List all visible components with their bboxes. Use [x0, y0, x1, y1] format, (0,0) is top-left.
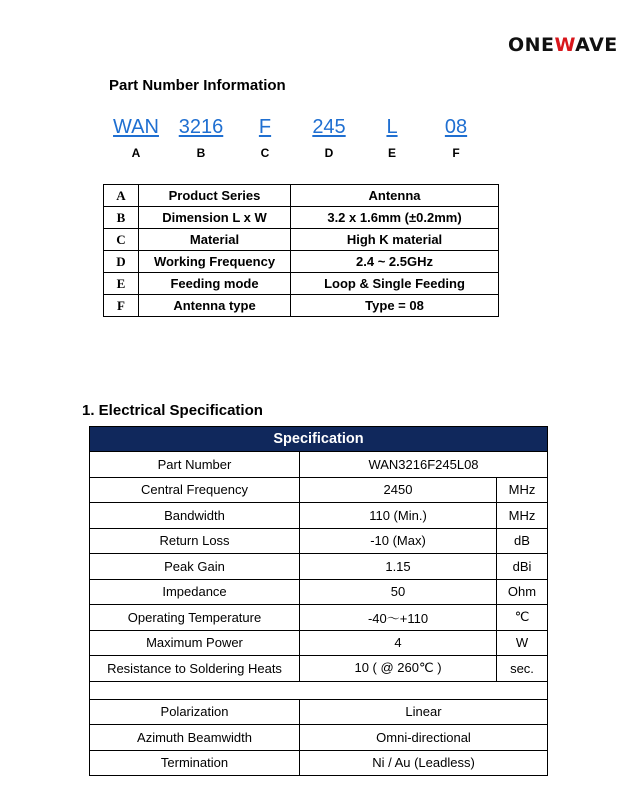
row-key: C — [104, 229, 139, 251]
code-letter: F — [452, 146, 460, 160]
part-number-table — [103, 184, 499, 317]
row-name: Feeding mode — [139, 273, 291, 295]
table-row — [104, 273, 499, 295]
table-row — [90, 750, 548, 776]
table-row — [90, 605, 548, 631]
row-key: E — [104, 273, 139, 295]
onewave-logo — [508, 34, 618, 56]
table-row — [90, 579, 548, 605]
table-row — [104, 295, 499, 317]
spec-unit: sec. — [497, 656, 548, 682]
table-row — [90, 477, 548, 503]
spec-value: Ni / Au (Leadless) — [300, 750, 548, 776]
row-key: F — [104, 295, 139, 317]
row-value: High K material — [291, 229, 499, 251]
section-title: 1. Electrical Specification — [82, 402, 263, 419]
code-segment: 08 — [444, 116, 468, 138]
code-letter: E — [387, 146, 397, 160]
code-segment: L — [386, 116, 398, 138]
specification-table — [89, 426, 548, 776]
part-number-title: Part Number Information — [109, 77, 286, 94]
table-row — [104, 251, 499, 273]
table-row — [90, 554, 548, 580]
code-letter: D — [324, 146, 334, 160]
row-value: Antenna — [291, 185, 499, 207]
spacer-cell — [90, 681, 548, 699]
spec-param: Bandwidth — [90, 503, 300, 529]
spacer-row — [90, 681, 548, 699]
row-key: B — [104, 207, 139, 229]
spec-unit: MHz — [497, 477, 548, 503]
row-value: Type = 08 — [291, 295, 499, 317]
row-name: Antenna type — [139, 295, 291, 317]
table-row — [104, 229, 499, 251]
spec-header: Specification — [90, 427, 548, 452]
row-name: Dimension L x W — [139, 207, 291, 229]
code-letter: C — [260, 146, 270, 160]
table-row — [90, 699, 548, 725]
code-letter: B — [196, 146, 206, 160]
spec-unit: dB — [497, 528, 548, 554]
table-row — [90, 503, 548, 529]
code-segment: 3216 — [178, 116, 224, 138]
table-row — [90, 725, 548, 751]
table-row — [90, 528, 548, 554]
spec-value: -10 (Max) — [300, 528, 497, 554]
row-key: A — [104, 185, 139, 207]
spec-param: Termination — [90, 750, 300, 776]
spec-param: Operating Temperature — [90, 605, 300, 631]
row-value: 3.2 x 1.6mm (±0.2mm) — [291, 207, 499, 229]
spec-unit: dBi — [497, 554, 548, 580]
code-segment: 245 — [312, 116, 346, 138]
spec-param: Impedance — [90, 579, 300, 605]
spec-param: Part Number — [90, 452, 300, 478]
logo-text-ave: AVE — [575, 34, 618, 56]
spec-header-row — [90, 427, 548, 452]
spec-value: 1.15 — [300, 554, 497, 580]
spec-unit: ℃ — [497, 605, 548, 631]
spec-param: Polarization — [90, 699, 300, 725]
row-name: Product Series — [139, 185, 291, 207]
spec-param: Resistance to Soldering Heats — [90, 656, 300, 682]
table-row — [90, 452, 548, 478]
code-segment: F — [258, 116, 272, 138]
spec-value: Linear — [300, 699, 548, 725]
spec-param: Maximum Power — [90, 630, 300, 656]
code-letter: A — [131, 146, 141, 160]
table-row — [104, 207, 499, 229]
spec-param: Central Frequency — [90, 477, 300, 503]
logo-text-one: ONE — [508, 34, 555, 56]
spec-unit: Ohm — [497, 579, 548, 605]
logo-text-w: W — [554, 34, 576, 56]
spec-value: 2450 — [300, 477, 497, 503]
spec-value: 4 — [300, 630, 497, 656]
row-value: Loop & Single Feeding — [291, 273, 499, 295]
spec-value: 10 ( @ 260℃ ) — [300, 656, 497, 682]
spec-param: Return Loss — [90, 528, 300, 554]
spec-param: Azimuth Beamwidth — [90, 725, 300, 751]
spec-unit: MHz — [497, 503, 548, 529]
spec-value: Omni-directional — [300, 725, 548, 751]
spec-value: 110 (Min.) — [300, 503, 497, 529]
row-name: Material — [139, 229, 291, 251]
spec-param: Peak Gain — [90, 554, 300, 580]
spec-value: 50 — [300, 579, 497, 605]
row-name: Working Frequency — [139, 251, 291, 273]
spec-value: WAN3216F245L08 — [300, 452, 548, 478]
row-value: 2.4 ~ 2.5GHz — [291, 251, 499, 273]
row-key: D — [104, 251, 139, 273]
spec-unit: W — [497, 630, 548, 656]
spec-value: -40～+110 — [300, 605, 497, 631]
table-row — [90, 630, 548, 656]
code-segment: WAN — [113, 116, 159, 138]
table-row — [104, 185, 499, 207]
table-row — [90, 656, 548, 682]
